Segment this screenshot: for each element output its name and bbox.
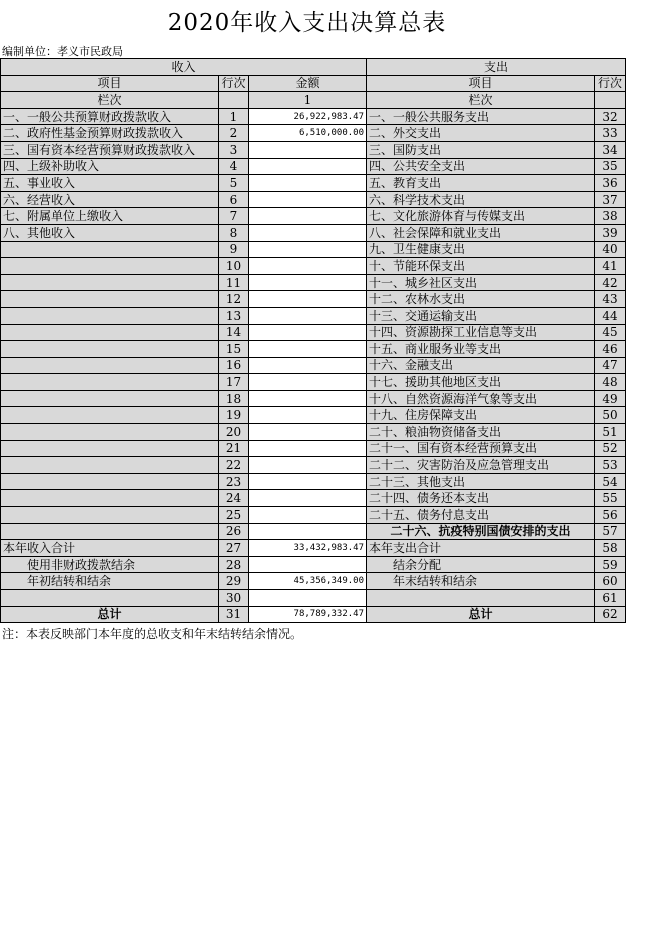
income-line-no: 10 xyxy=(219,258,249,275)
expense-item: 二十四、债务还本支出 xyxy=(367,490,595,507)
income-amount xyxy=(249,457,367,474)
expense-item: 十四、资源勘探工业信息等支出 xyxy=(367,324,595,341)
income-item: 年初结转和结余 xyxy=(1,573,219,590)
table-row xyxy=(1,457,626,474)
income-total-label: 总计 xyxy=(1,606,219,623)
income-amount xyxy=(249,390,367,407)
expense-line-no: 43 xyxy=(595,291,626,308)
table-row xyxy=(1,507,626,524)
income-item xyxy=(1,440,219,457)
expense-line-no: 50 xyxy=(595,407,626,424)
income-item xyxy=(1,291,219,308)
income-line-no: 24 xyxy=(219,490,249,507)
table-row xyxy=(1,424,626,441)
table-row xyxy=(1,374,626,391)
expense-item: 十九、住房保障支出 xyxy=(367,407,595,424)
income-total-amount: 78,789,332.47 xyxy=(249,606,367,623)
income-item xyxy=(1,274,219,291)
income-amount xyxy=(249,440,367,457)
table-row xyxy=(1,390,626,407)
expense-item: 二十五、债务付息支出 xyxy=(367,507,595,524)
income-item: 三、国有资本经营预算财政拨款收入 xyxy=(1,141,219,158)
table-body xyxy=(1,59,626,623)
expense-column-blank xyxy=(595,92,626,109)
table-row xyxy=(1,324,626,341)
total-row xyxy=(1,540,626,557)
expense-line-no: 56 xyxy=(595,507,626,524)
income-item xyxy=(1,473,219,490)
income-amount: 33,432,983.47 xyxy=(249,540,367,557)
table-row xyxy=(1,357,626,374)
income-line-no: 19 xyxy=(219,407,249,424)
expense-line-no: 38 xyxy=(595,208,626,225)
expense-item: 十一、城乡社区支出 xyxy=(367,274,595,291)
expense-line-no: 51 xyxy=(595,424,626,441)
income-amount xyxy=(249,341,367,358)
income-line-no: 4 xyxy=(219,158,249,175)
expense-item: 六、科学技术支出 xyxy=(367,191,595,208)
income-line-no: 20 xyxy=(219,424,249,441)
income-line-no: 16 xyxy=(219,357,249,374)
table-row xyxy=(1,473,626,490)
total-row xyxy=(1,556,626,573)
expense-line-no: 46 xyxy=(595,341,626,358)
income-amount xyxy=(249,374,367,391)
page-title: 2020年收入支出决算总表 xyxy=(167,10,447,36)
income-line-no: 3 xyxy=(219,141,249,158)
income-item xyxy=(1,324,219,341)
income-line-no: 29 xyxy=(219,573,249,590)
expense-total-label: 总计 xyxy=(367,606,595,623)
expense-line-no: 59 xyxy=(595,556,626,573)
expense-item: 二十六、抗疫特别国债安排的支出 xyxy=(367,523,595,540)
income-amount xyxy=(249,307,367,324)
income-item xyxy=(1,523,219,540)
expense-line-no: 57 xyxy=(595,523,626,540)
income-line-no: 9 xyxy=(219,241,249,258)
income-amount xyxy=(249,490,367,507)
income-amount xyxy=(249,241,367,258)
expense-line-no: 34 xyxy=(595,141,626,158)
expense-item: 七、文化旅游体育与传媒支出 xyxy=(367,208,595,225)
income-line-no: 6 xyxy=(219,191,249,208)
expense-item: 本年支出合计 xyxy=(367,540,595,557)
column-header-row xyxy=(1,75,626,92)
compiling-unit: 编制单位：孝义市民政局 xyxy=(2,45,123,58)
expense-item: 十二、农林水支出 xyxy=(367,291,595,308)
table-row xyxy=(1,291,626,308)
income-amount xyxy=(249,274,367,291)
table-row xyxy=(1,341,626,358)
amount-column-number: 1 xyxy=(249,92,367,109)
income-item xyxy=(1,457,219,474)
income-item: 二、政府性基金预算财政拨款收入 xyxy=(1,125,219,142)
table-row xyxy=(1,440,626,457)
income-line-no: 11 xyxy=(219,274,249,291)
table-row xyxy=(1,208,626,225)
income-line-no: 12 xyxy=(219,291,249,308)
income-amount xyxy=(249,258,367,275)
expense-line-no: 55 xyxy=(595,490,626,507)
income-amount xyxy=(249,507,367,524)
expense-section-header: 支出 xyxy=(367,59,626,76)
income-line-no: 22 xyxy=(219,457,249,474)
income-item: 使用非财政拨款结余 xyxy=(1,556,219,573)
table-row xyxy=(1,125,626,142)
expense-item: 二十、粮油物资储备支出 xyxy=(367,424,595,441)
expense-item: 十五、商业服务业等支出 xyxy=(367,341,595,358)
expense-item: 十三、交通运输支出 xyxy=(367,307,595,324)
income-column-label: 栏次 xyxy=(1,92,219,109)
expense-line-no: 48 xyxy=(595,374,626,391)
expense-item-header: 项目 xyxy=(367,75,595,92)
expense-line-no: 54 xyxy=(595,473,626,490)
table-note: 注：本表反映部门本年度的总收支和年末结转结余情况。 xyxy=(2,627,303,641)
income-item: 本年收入合计 xyxy=(1,540,219,557)
expense-item: 二十一、国有资本经营预算支出 xyxy=(367,440,595,457)
expense-line-no: 49 xyxy=(595,390,626,407)
expense-line-no: 39 xyxy=(595,224,626,241)
income-amount xyxy=(249,523,367,540)
expense-item: 年末结转和结余 xyxy=(367,573,595,590)
income-item: 八、其他收入 xyxy=(1,224,219,241)
table-row xyxy=(1,407,626,424)
table-row xyxy=(1,158,626,175)
income-amount xyxy=(249,556,367,573)
income-column-blank xyxy=(219,92,249,109)
income-line-no: 27 xyxy=(219,540,249,557)
income-item xyxy=(1,357,219,374)
expense-item: 四、公共安全支出 xyxy=(367,158,595,175)
income-item xyxy=(1,374,219,391)
income-line-no: 5 xyxy=(219,175,249,192)
income-item: 一、一般公共预算财政拨款收入 xyxy=(1,108,219,125)
income-item-header: 项目 xyxy=(1,75,219,92)
expense-item: 五、教育支出 xyxy=(367,175,595,192)
expense-line-header: 行次 xyxy=(595,75,626,92)
table-row xyxy=(1,241,626,258)
expense-line-no: 62 xyxy=(595,606,626,623)
income-line-no: 13 xyxy=(219,307,249,324)
expense-item: 九、卫生健康支出 xyxy=(367,241,595,258)
income-amount xyxy=(249,590,367,607)
expense-item: 十、节能环保支出 xyxy=(367,258,595,275)
income-line-no: 28 xyxy=(219,556,249,573)
income-amount xyxy=(249,291,367,308)
income-amount xyxy=(249,141,367,158)
expense-item: 二、外交支出 xyxy=(367,125,595,142)
income-item xyxy=(1,307,219,324)
expense-item: 十八、自然资源海洋气象等支出 xyxy=(367,390,595,407)
income-amount xyxy=(249,158,367,175)
expense-item xyxy=(367,590,595,607)
income-item xyxy=(1,241,219,258)
income-item: 六、经营收入 xyxy=(1,191,219,208)
income-line-no: 26 xyxy=(219,523,249,540)
income-amount xyxy=(249,208,367,225)
income-amount xyxy=(249,424,367,441)
income-line-no: 1 xyxy=(219,108,249,125)
total-row xyxy=(1,590,626,607)
expense-line-no: 53 xyxy=(595,457,626,474)
expense-item: 十六、金融支出 xyxy=(367,357,595,374)
income-amount xyxy=(249,191,367,208)
expense-item: 一、一般公共服务支出 xyxy=(367,108,595,125)
income-amount xyxy=(249,175,367,192)
expense-line-no: 45 xyxy=(595,324,626,341)
income-item xyxy=(1,507,219,524)
expense-line-no: 61 xyxy=(595,590,626,607)
table-row xyxy=(1,108,626,125)
income-line-no: 8 xyxy=(219,224,249,241)
income-line-no: 14 xyxy=(219,324,249,341)
income-line-no: 17 xyxy=(219,374,249,391)
expense-item: 二十二、灾害防治及应急管理支出 xyxy=(367,457,595,474)
grand-total-row xyxy=(1,606,626,623)
income-amount xyxy=(249,473,367,490)
final-accounts-table xyxy=(0,58,626,623)
table-row xyxy=(1,175,626,192)
table-row xyxy=(1,224,626,241)
expense-item: 三、国防支出 xyxy=(367,141,595,158)
amount-header: 金额 xyxy=(249,75,367,92)
income-item xyxy=(1,341,219,358)
income-item xyxy=(1,258,219,275)
income-line-no: 31 xyxy=(219,606,249,623)
expense-line-no: 35 xyxy=(595,158,626,175)
income-line-no: 7 xyxy=(219,208,249,225)
expense-item: 八、社会保障和就业支出 xyxy=(367,224,595,241)
expense-line-no: 60 xyxy=(595,573,626,590)
income-line-no: 18 xyxy=(219,390,249,407)
table-row xyxy=(1,307,626,324)
expense-line-no: 33 xyxy=(595,125,626,142)
expense-line-no: 36 xyxy=(595,175,626,192)
income-amount xyxy=(249,324,367,341)
table-row xyxy=(1,141,626,158)
income-item xyxy=(1,490,219,507)
income-line-no: 21 xyxy=(219,440,249,457)
income-line-no: 23 xyxy=(219,473,249,490)
expense-line-no: 41 xyxy=(595,258,626,275)
expense-line-no: 52 xyxy=(595,440,626,457)
income-amount: 6,510,000.00 xyxy=(249,125,367,142)
column-number-row xyxy=(1,92,626,109)
expense-line-no: 40 xyxy=(595,241,626,258)
table-row xyxy=(1,191,626,208)
expense-line-no: 44 xyxy=(595,307,626,324)
total-row xyxy=(1,573,626,590)
income-line-no: 25 xyxy=(219,507,249,524)
income-line-header: 行次 xyxy=(219,75,249,92)
expense-item: 结余分配 xyxy=(367,556,595,573)
income-amount: 26,922,983.47 xyxy=(249,108,367,125)
income-item xyxy=(1,407,219,424)
expense-line-no: 42 xyxy=(595,274,626,291)
expense-line-no: 47 xyxy=(595,357,626,374)
income-amount xyxy=(249,357,367,374)
income-item xyxy=(1,590,219,607)
income-amount: 45,356,349.00 xyxy=(249,573,367,590)
income-line-no: 30 xyxy=(219,590,249,607)
income-item xyxy=(1,390,219,407)
income-item: 四、上级补助收入 xyxy=(1,158,219,175)
expense-item: 十七、援助其他地区支出 xyxy=(367,374,595,391)
section-header-row xyxy=(1,59,626,76)
income-amount xyxy=(249,407,367,424)
income-amount xyxy=(249,224,367,241)
income-item xyxy=(1,424,219,441)
expense-line-no: 58 xyxy=(595,540,626,557)
income-item: 五、事业收入 xyxy=(1,175,219,192)
income-section-header: 收入 xyxy=(1,59,367,76)
income-line-no: 15 xyxy=(219,341,249,358)
expense-item: 二十三、其他支出 xyxy=(367,473,595,490)
table-row xyxy=(1,274,626,291)
expense-line-no: 37 xyxy=(595,191,626,208)
income-line-no: 2 xyxy=(219,125,249,142)
table-row xyxy=(1,258,626,275)
expense-line-no: 32 xyxy=(595,108,626,125)
expense-column-label: 栏次 xyxy=(367,92,595,109)
special-row xyxy=(1,523,626,540)
income-item: 七、附属单位上缴收入 xyxy=(1,208,219,225)
table-row xyxy=(1,490,626,507)
